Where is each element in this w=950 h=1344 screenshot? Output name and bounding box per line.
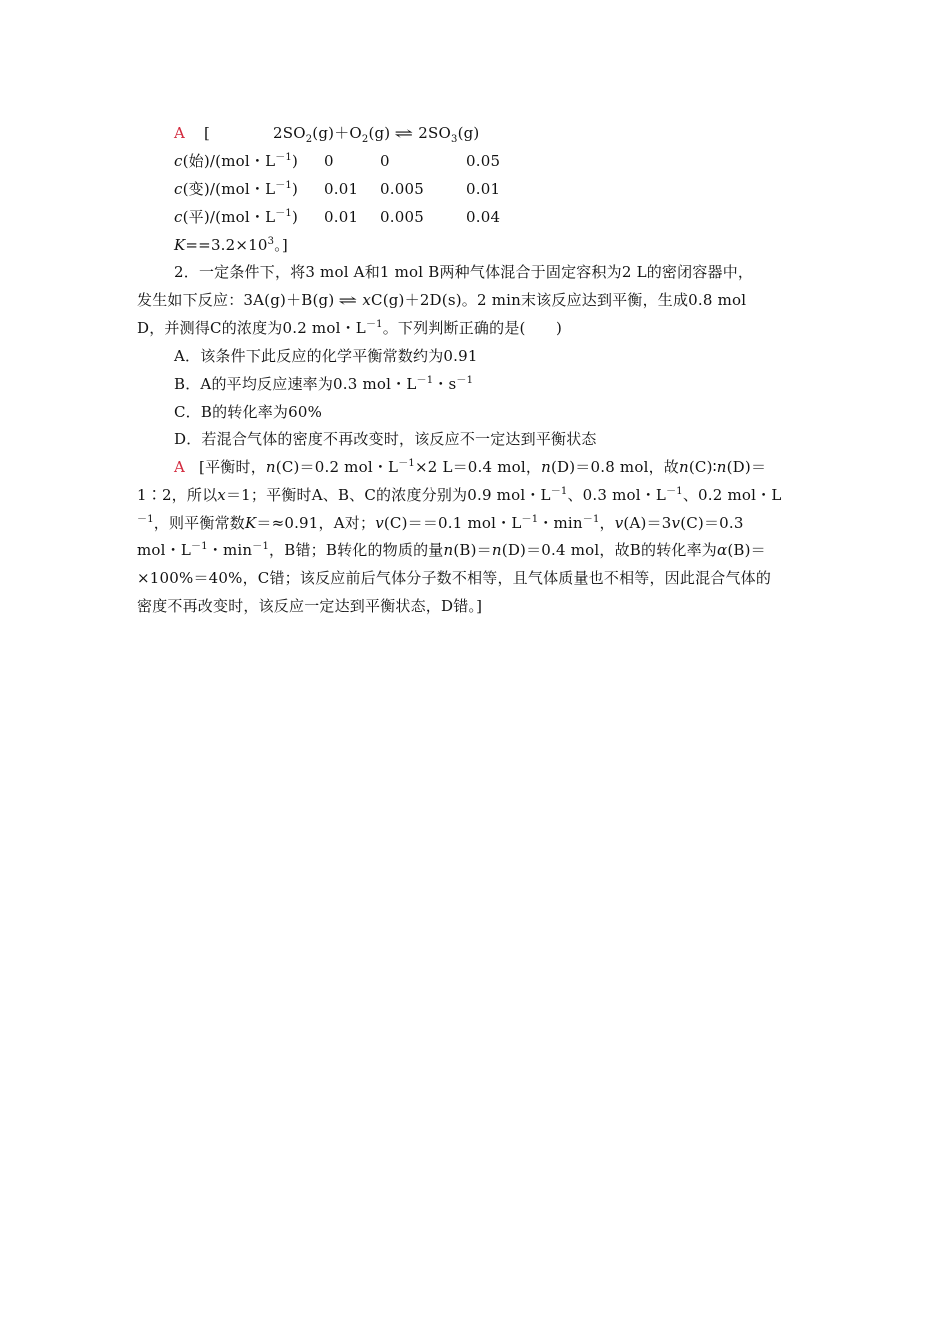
variable-v: v: [375, 514, 384, 532]
close-bracket: 。]: [274, 236, 288, 254]
explanation-text: (C)＝0.2 mol・L: [275, 458, 399, 476]
variable-n: n: [716, 458, 727, 476]
exponent: 3: [267, 236, 275, 247]
value-so3: 0.04: [466, 208, 501, 226]
table-row: [174, 207, 574, 227]
explanation-text: 、0.3 mol・L: [567, 486, 667, 504]
concentration-symbol: c: [174, 180, 183, 198]
equilibrium-equation: [273, 123, 479, 144]
variable-v: v: [671, 514, 681, 532]
open-bracket: [: [204, 124, 211, 142]
question-text: D，并测得C的浓度为0.2 mol・L: [137, 319, 366, 337]
explanation-text: (D)＝0.4 mol，故B的转化率为: [501, 541, 717, 559]
explanation-text: ・min: [538, 514, 583, 532]
plus-sign: ＋: [334, 124, 350, 142]
value-o2: 0: [380, 152, 390, 170]
subscript: 3: [451, 134, 458, 145]
explanation-text: (D)＝0.8 mol，故: [550, 458, 679, 476]
option-text: ・s: [433, 375, 457, 393]
variable-x: x: [362, 291, 372, 309]
exponent: －1: [275, 208, 292, 219]
row-label: (变)/(mol・L: [182, 180, 276, 198]
option-b: [174, 374, 473, 394]
state-label: (g): [457, 124, 480, 142]
explanation-text: (C)∶: [688, 458, 717, 476]
answer-letter: A: [174, 458, 186, 476]
answer-2-line-1: [174, 457, 766, 477]
variable-alpha: α: [717, 541, 728, 559]
state-label: (g): [312, 124, 335, 142]
answer-2-line-3: [137, 513, 744, 533]
option-a: [174, 346, 478, 366]
concentration-symbol: c: [174, 208, 183, 226]
exponent: －1: [666, 486, 683, 497]
exponent: －1: [550, 486, 568, 497]
question-text: 。下列判断正确的是( ): [382, 319, 563, 337]
equilibrium-arrow-icon: ⇌: [338, 293, 358, 309]
option-c: [174, 402, 322, 422]
explanation-text: ＝1；平衡时A、B、C的浓度分别为0.9 mol・L: [225, 486, 551, 504]
exponent: －1: [252, 541, 270, 552]
explanation-text: ×100%＝40%，C错；该反应前后气体分子数不相等，且气体质量也不相等，因此混合气体的: [137, 569, 772, 587]
equilibrium-constant-line: [174, 235, 288, 255]
explanation-text: ，则平衡常数: [153, 514, 245, 532]
exponent: －1: [582, 514, 600, 525]
exponent: －1: [521, 514, 539, 525]
variable-n: n: [265, 458, 276, 476]
exponent: －1: [275, 152, 292, 163]
value-so2: 0.01: [324, 180, 359, 198]
answer-2-line-4: [137, 540, 766, 560]
concentration-symbol: c: [174, 152, 183, 170]
question-text: 2．一定条件下，将3 mol A和1 mol B两种气体混合于固定容积为2 L的密闭容器中，: [174, 263, 754, 281]
option-text: D．若混合气体的密度不再改变时，该反应不一定达到平衡状态: [174, 430, 597, 448]
variable-x: x: [217, 486, 226, 504]
explanation-text: [平衡时，: [199, 458, 266, 476]
exponent: －1: [416, 375, 434, 386]
k-symbol: K: [244, 514, 257, 532]
question-2-line-3: [137, 318, 562, 338]
explanation-text: (D)＝: [726, 458, 767, 476]
exponent: －1: [398, 458, 415, 469]
question-2-line-2: [137, 290, 746, 311]
value-o2: 0.005: [380, 180, 424, 198]
option-text: B．A的平均反应速率为0.3 mol・L: [174, 375, 417, 393]
explanation-text: 、0.2 mol・L: [682, 486, 782, 504]
variable-n: n: [443, 541, 454, 559]
reactant-so2: 2SO: [273, 124, 306, 142]
option-d: [174, 429, 597, 449]
answer-1-equation-line: [174, 123, 210, 143]
reactant-o2: O: [349, 124, 362, 142]
close-paren: ): [292, 152, 299, 170]
explanation-text: ・min: [207, 541, 253, 559]
explanation-text: 1∶2，所以: [137, 486, 218, 504]
answer-2-line-6: [137, 596, 482, 616]
question-text: C(g)＋2D(s)。2 min末该反应达到平衡，生成0.8 mol: [371, 291, 747, 309]
close-paren: ): [292, 180, 299, 198]
answer-letter: A: [174, 124, 186, 142]
explanation-text: (C)＝＝0.1 mol・L: [383, 514, 522, 532]
product-so3: 2SO: [418, 124, 452, 142]
value-so2: 0: [324, 152, 334, 170]
answer-2-line-2: [137, 485, 782, 505]
answer-2-line-5: [137, 568, 771, 588]
exponent: －1: [137, 514, 154, 525]
exponent: －1: [365, 319, 383, 330]
subscript: 2: [305, 134, 313, 145]
explanation-text: ，B错；B转化的物质的量: [269, 541, 444, 559]
explanation-text: mol・L: [137, 541, 192, 559]
question-2-line-1: [174, 262, 753, 282]
variable-n: n: [541, 458, 551, 476]
equilibrium-arrow-icon: ⇌: [394, 126, 414, 142]
k-value: ==3.2×10: [185, 236, 268, 254]
option-text: A．该条件下此反应的化学平衡常数约为0.91: [174, 347, 478, 365]
table-row: [174, 151, 574, 171]
option-text: C．B的转化率为60%: [174, 403, 323, 421]
variable-n: n: [491, 541, 502, 559]
question-text: 发生如下反应：3A(g)＋B(g): [137, 291, 335, 309]
explanation-text: (C)＝0.3: [680, 514, 744, 532]
row-label: (平)/(mol・L: [182, 208, 276, 226]
explanation-text: (A)＝3: [623, 514, 672, 532]
value-so3: 0.01: [466, 180, 501, 198]
exponent: －1: [456, 375, 474, 386]
table-row: [174, 179, 574, 199]
state-label: (g): [368, 124, 391, 142]
exponent: －1: [191, 541, 208, 552]
explanation-text: (B)＝: [453, 541, 492, 559]
value-so3: 0.05: [466, 152, 501, 170]
value-o2: 0.005: [380, 208, 424, 226]
variable-v: v: [614, 514, 624, 532]
k-symbol: K: [174, 236, 186, 254]
variable-n: n: [678, 458, 689, 476]
explanation-text: ×2 L＝0.4 mol，: [414, 458, 542, 476]
subscript: 2: [361, 134, 369, 145]
value-so2: 0.01: [324, 208, 359, 226]
explanation-text: ＝≈0.91，A对；: [256, 514, 376, 532]
exponent: －1: [275, 180, 292, 191]
explanation-text: ，: [599, 514, 615, 532]
explanation-text: 密度不再改变时，该反应一定达到平衡状态，D错。]: [137, 597, 483, 615]
explanation-text: (B)＝: [727, 541, 766, 559]
close-paren: ): [292, 208, 299, 226]
row-label: (始)/(mol・L: [182, 152, 276, 170]
